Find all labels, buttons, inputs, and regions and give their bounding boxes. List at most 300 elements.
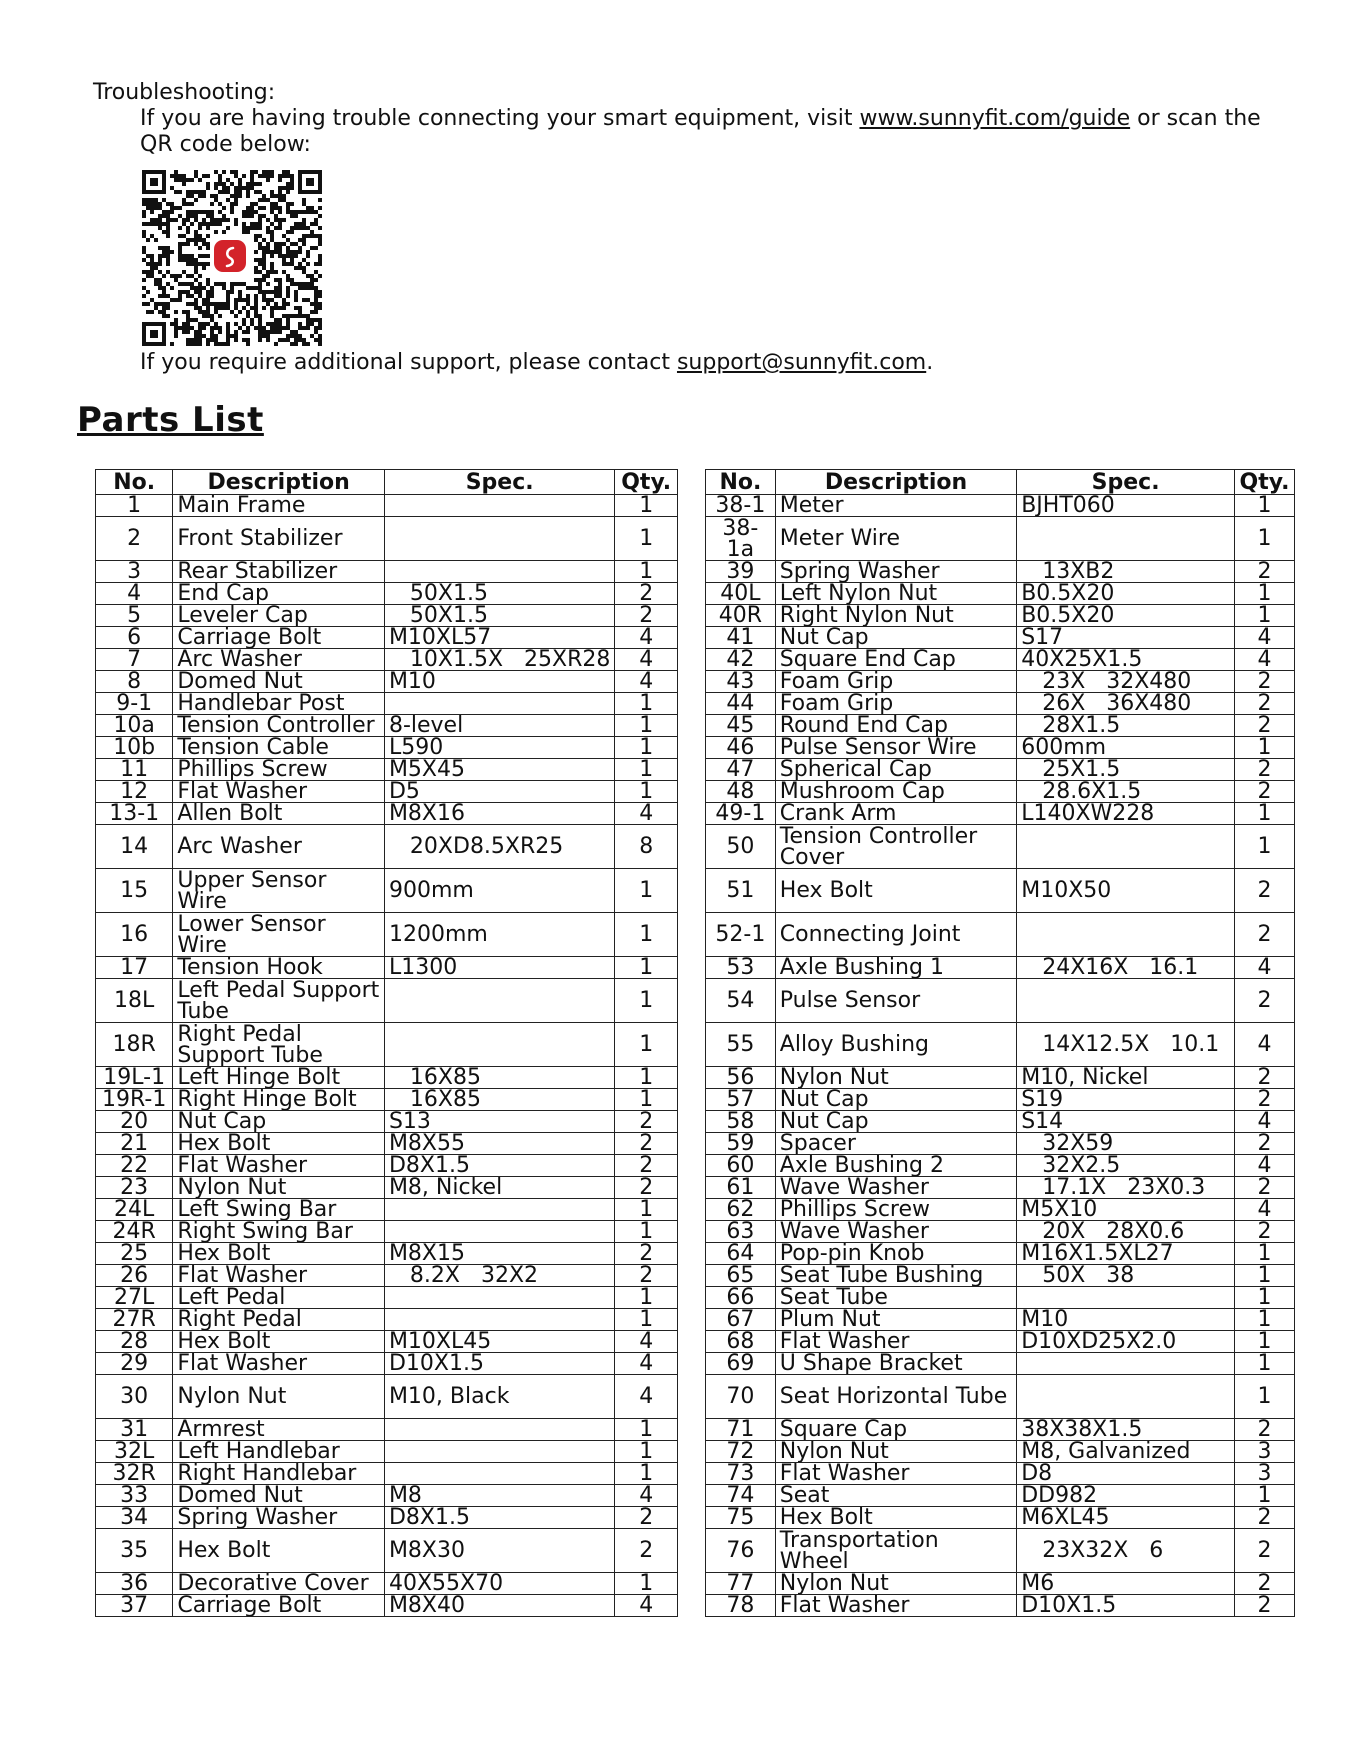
part-description: Upper Sensor Wire	[173, 869, 385, 913]
table-row	[706, 825, 1295, 869]
part-description: Hex Bolt	[775, 1507, 1016, 1529]
part-description: Left Pedal Support Tube	[173, 979, 385, 1023]
part-spec: M10XL45	[384, 1331, 614, 1353]
part-qty: 2	[615, 1243, 678, 1265]
part-qty: 1	[615, 1441, 678, 1463]
part-qty: 1	[615, 737, 678, 759]
table-row	[96, 1111, 678, 1133]
part-qty: 1	[1235, 825, 1295, 869]
troubleshooting-text	[140, 106, 1293, 158]
part-qty: 1	[615, 1573, 678, 1595]
part-number: 19R-1	[96, 1089, 173, 1111]
part-qty: 4	[1235, 1111, 1295, 1133]
part-description: Seat Tube Bushing	[775, 1265, 1016, 1287]
part-spec: 16X85	[384, 1067, 614, 1089]
part-number: 21	[96, 1133, 173, 1155]
part-number: 35	[96, 1529, 173, 1573]
table-row	[706, 979, 1295, 1023]
part-number: 12	[96, 781, 173, 803]
part-number: 50	[706, 825, 776, 869]
part-spec: D8X1.5	[384, 1155, 614, 1177]
part-spec: 50X1.5	[384, 583, 614, 605]
part-qty: 1	[1235, 495, 1295, 517]
table-row	[706, 1177, 1295, 1199]
part-spec	[384, 1199, 614, 1221]
part-number: 38-1	[706, 495, 776, 517]
part-description: U Shape Bracket	[775, 1353, 1016, 1375]
header-qty: Qty.	[1235, 470, 1295, 495]
part-description: Connecting Joint	[775, 913, 1016, 957]
part-number: 52-1	[706, 913, 776, 957]
table-row	[706, 1023, 1295, 1067]
part-qty: 1	[615, 957, 678, 979]
part-qty: 2	[615, 1111, 678, 1133]
table-row	[96, 495, 678, 517]
part-description: Nylon Nut	[173, 1375, 385, 1419]
part-number: 6	[96, 627, 173, 649]
table-row	[706, 1199, 1295, 1221]
part-number: 60	[706, 1155, 776, 1177]
part-description: Alloy Bushing	[775, 1023, 1016, 1067]
part-qty: 2	[615, 1529, 678, 1573]
part-qty: 1	[615, 561, 678, 583]
part-number: 68	[706, 1331, 776, 1353]
part-number: 40L	[706, 583, 776, 605]
part-description: Seat Horizontal Tube	[775, 1375, 1016, 1419]
part-qty: 2	[1235, 1507, 1295, 1529]
part-description: Lower Sensor Wire	[173, 913, 385, 957]
part-number: 76	[706, 1529, 776, 1573]
table-row	[96, 1089, 678, 1111]
part-qty: 4	[1235, 627, 1295, 649]
guide-link[interactable]: www.sunnyfit.com/guide	[859, 106, 1131, 131]
part-description: Square End Cap	[775, 649, 1016, 671]
part-spec: D8X1.5	[384, 1507, 614, 1529]
part-number: 75	[706, 1507, 776, 1529]
part-spec: S17	[1017, 627, 1235, 649]
part-number: 8	[96, 671, 173, 693]
table-row	[96, 1199, 678, 1221]
part-spec	[384, 1023, 614, 1067]
part-number: 63	[706, 1221, 776, 1243]
part-spec	[1017, 517, 1235, 561]
part-number: 71	[706, 1419, 776, 1441]
part-description: Nut Cap	[775, 627, 1016, 649]
part-number: 13-1	[96, 803, 173, 825]
part-spec: M5X10	[1017, 1199, 1235, 1221]
part-spec: M8X30	[384, 1529, 614, 1573]
table-row	[706, 869, 1295, 913]
part-number: 23	[96, 1177, 173, 1199]
part-number: 25	[96, 1243, 173, 1265]
table-row	[706, 627, 1295, 649]
part-number: 37	[96, 1595, 173, 1617]
part-spec	[384, 979, 614, 1023]
part-spec: 8.2X 32X2	[384, 1265, 614, 1287]
table-row	[96, 1463, 678, 1485]
part-qty: 2	[1235, 759, 1295, 781]
part-description: Seat	[775, 1485, 1016, 1507]
part-spec: M10	[384, 671, 614, 693]
part-qty: 8	[615, 825, 678, 869]
part-number: 22	[96, 1155, 173, 1177]
table-row	[706, 781, 1295, 803]
header-description: Description	[173, 470, 385, 495]
part-spec	[1017, 825, 1235, 869]
part-description: Left Swing Bar	[173, 1199, 385, 1221]
part-spec: D10XD25X2.0	[1017, 1331, 1235, 1353]
part-description: Phillips Screw	[775, 1199, 1016, 1221]
part-description: Tension Cable	[173, 737, 385, 759]
part-qty: 2	[1235, 671, 1295, 693]
part-qty: 1	[615, 1199, 678, 1221]
troubleshooting-section	[93, 80, 1293, 158]
part-spec: DD982	[1017, 1485, 1235, 1507]
part-number: 28	[96, 1331, 173, 1353]
part-number: 32L	[96, 1441, 173, 1463]
table-row	[96, 1529, 678, 1573]
part-description: Decorative Cover	[173, 1573, 385, 1595]
part-number: 47	[706, 759, 776, 781]
part-qty: 2	[615, 1265, 678, 1287]
part-qty: 2	[1235, 561, 1295, 583]
part-qty: 2	[1235, 1529, 1295, 1573]
table-row	[96, 957, 678, 979]
part-description: Meter Wire	[775, 517, 1016, 561]
part-qty: 4	[1235, 1199, 1295, 1221]
part-number: 46	[706, 737, 776, 759]
part-qty: 2	[1235, 913, 1295, 957]
part-description: Armrest	[173, 1419, 385, 1441]
table-row	[706, 1309, 1295, 1331]
part-qty: 3	[1235, 1441, 1295, 1463]
part-qty: 1	[1235, 583, 1295, 605]
part-description: Right Nylon Nut	[775, 605, 1016, 627]
part-number: 4	[96, 583, 173, 605]
part-number: 27R	[96, 1309, 173, 1331]
part-spec: M5X45	[384, 759, 614, 781]
table-row	[706, 1375, 1295, 1419]
part-qty: 2	[1235, 1177, 1295, 1199]
part-number: 43	[706, 671, 776, 693]
part-spec: BJHT060	[1017, 495, 1235, 517]
table-row	[706, 737, 1295, 759]
part-qty: 4	[1235, 957, 1295, 979]
part-spec	[384, 1463, 614, 1485]
header-spec: Spec.	[1017, 470, 1235, 495]
table-header-row	[96, 470, 678, 495]
part-spec: M8X55	[384, 1133, 614, 1155]
part-number: 14	[96, 825, 173, 869]
part-number: 48	[706, 781, 776, 803]
table-row	[96, 759, 678, 781]
part-spec	[1017, 913, 1235, 957]
part-description: Allen Bolt	[173, 803, 385, 825]
part-description: Arc Washer	[173, 825, 385, 869]
part-number: 34	[96, 1507, 173, 1529]
part-number: 56	[706, 1067, 776, 1089]
table-row	[96, 1485, 678, 1507]
table-row	[96, 583, 678, 605]
part-description: Hex Bolt	[173, 1133, 385, 1155]
part-spec: M10, Nickel	[1017, 1067, 1235, 1089]
part-number: 49-1	[706, 803, 776, 825]
part-number: 20	[96, 1111, 173, 1133]
part-spec: 10X1.5X 25XR28	[384, 649, 614, 671]
table-row	[96, 1133, 678, 1155]
part-spec: 16X85	[384, 1089, 614, 1111]
table-row	[96, 1353, 678, 1375]
part-number: 31	[96, 1419, 173, 1441]
part-qty: 3	[1235, 1463, 1295, 1485]
part-qty: 2	[1235, 1089, 1295, 1111]
part-spec: M6XL45	[1017, 1507, 1235, 1529]
part-qty: 1	[1235, 803, 1295, 825]
part-spec: M8X16	[384, 803, 614, 825]
part-qty: 4	[615, 627, 678, 649]
part-description: Pop-pin Knob	[775, 1243, 1016, 1265]
troubleshooting-text-after: or scan the QR code below:	[140, 106, 1261, 157]
part-spec: 1200mm	[384, 913, 614, 957]
table-row	[706, 803, 1295, 825]
table-row	[96, 517, 678, 561]
part-spec	[384, 561, 614, 583]
part-description: Flat Washer	[173, 1353, 385, 1375]
part-description: Nylon Nut	[173, 1177, 385, 1199]
part-description: Spring Washer	[775, 561, 1016, 583]
part-description: Wave Washer	[775, 1177, 1016, 1199]
part-description: Flat Washer	[775, 1463, 1016, 1485]
part-number: 30	[96, 1375, 173, 1419]
part-number: 24L	[96, 1199, 173, 1221]
part-number: 16	[96, 913, 173, 957]
part-spec: 50X 38	[1017, 1265, 1235, 1287]
part-description: Front Stabilizer	[173, 517, 385, 561]
part-description: Nylon Nut	[775, 1067, 1016, 1089]
part-number: 5	[96, 605, 173, 627]
part-number: 77	[706, 1573, 776, 1595]
table-row	[706, 649, 1295, 671]
part-qty: 2	[615, 1155, 678, 1177]
part-description: Hex Bolt	[173, 1529, 385, 1573]
part-spec	[1017, 979, 1235, 1023]
table-row	[706, 1089, 1295, 1111]
table-row	[706, 715, 1295, 737]
part-description: Square Cap	[775, 1419, 1016, 1441]
part-number: 2	[96, 517, 173, 561]
table-row	[706, 1529, 1295, 1573]
part-qty: 1	[615, 869, 678, 913]
part-qty: 4	[615, 1331, 678, 1353]
part-description: Tension Hook	[173, 957, 385, 979]
table-row	[96, 1287, 678, 1309]
part-description: Pulse Sensor	[775, 979, 1016, 1023]
part-spec: M8	[384, 1485, 614, 1507]
table-row	[706, 1287, 1295, 1309]
part-spec: M8, Galvanized	[1017, 1441, 1235, 1463]
header-no: No.	[96, 470, 173, 495]
part-qty: 4	[615, 671, 678, 693]
table-row	[706, 1331, 1295, 1353]
part-spec	[384, 517, 614, 561]
part-number: 29	[96, 1353, 173, 1375]
table-row	[96, 649, 678, 671]
header-no: No.	[706, 470, 776, 495]
part-qty: 1	[1235, 1243, 1295, 1265]
table-row	[706, 1441, 1295, 1463]
part-spec	[384, 1419, 614, 1441]
part-number: 70	[706, 1375, 776, 1419]
part-spec: 17.1X 23X0.3	[1017, 1177, 1235, 1199]
table-row	[96, 715, 678, 737]
part-qty: 1	[1235, 1353, 1295, 1375]
part-description: Hex Bolt	[775, 869, 1016, 913]
part-qty: 2	[1235, 1221, 1295, 1243]
part-description: Tension Controller	[173, 715, 385, 737]
part-spec: M10, Black	[384, 1375, 614, 1419]
part-number: 61	[706, 1177, 776, 1199]
table-row	[96, 671, 678, 693]
part-spec: M10X50	[1017, 869, 1235, 913]
parts-table-right	[705, 469, 1295, 1617]
part-qty: 4	[1235, 649, 1295, 671]
part-spec	[1017, 1375, 1235, 1419]
parts-table-left	[95, 469, 678, 1617]
part-number: 1	[96, 495, 173, 517]
header-qty: Qty.	[615, 470, 678, 495]
table-row	[96, 869, 678, 913]
part-description: Nut Cap	[775, 1089, 1016, 1111]
part-qty: 1	[615, 1067, 678, 1089]
part-spec: 40X55X70	[384, 1573, 614, 1595]
part-number: 53	[706, 957, 776, 979]
part-spec: 28.6X1.5	[1017, 781, 1235, 803]
part-qty: 1	[615, 1287, 678, 1309]
part-spec: M8X15	[384, 1243, 614, 1265]
part-spec	[384, 1287, 614, 1309]
part-qty: 2	[1235, 1595, 1295, 1617]
table-row	[706, 1155, 1295, 1177]
part-spec	[384, 1441, 614, 1463]
part-number: 10b	[96, 737, 173, 759]
part-qty: 1	[615, 715, 678, 737]
part-qty: 1	[615, 693, 678, 715]
part-number: 78	[706, 1595, 776, 1617]
part-number: 10a	[96, 715, 173, 737]
part-description: Foam Grip	[775, 693, 1016, 715]
table-row	[706, 605, 1295, 627]
table-row	[96, 1023, 678, 1067]
part-spec: D8	[1017, 1463, 1235, 1485]
part-number: 74	[706, 1485, 776, 1507]
part-description: Hex Bolt	[173, 1331, 385, 1353]
part-spec: 600mm	[1017, 737, 1235, 759]
part-number: 32R	[96, 1463, 173, 1485]
part-description: Handlebar Post	[173, 693, 385, 715]
qr-logo-icon	[214, 240, 246, 272]
table-row	[706, 1485, 1295, 1507]
part-spec: S19	[1017, 1089, 1235, 1111]
part-qty: 1	[1235, 1375, 1295, 1419]
table-row	[706, 1595, 1295, 1617]
part-number: 40R	[706, 605, 776, 627]
part-spec: 8-level	[384, 715, 614, 737]
part-qty: 1	[615, 495, 678, 517]
part-description: Carriage Bolt	[173, 1595, 385, 1617]
part-qty: 4	[615, 1595, 678, 1617]
part-spec: 24X16X 16.1	[1017, 957, 1235, 979]
part-qty: 4	[1235, 1023, 1295, 1067]
table-row	[96, 561, 678, 583]
table-row	[706, 583, 1295, 605]
support-email-link[interactable]: support@sunnyfit.com	[676, 350, 927, 375]
table-row	[96, 803, 678, 825]
part-spec: 38X38X1.5	[1017, 1419, 1235, 1441]
part-number: 26	[96, 1265, 173, 1287]
part-qty: 2	[1235, 979, 1295, 1023]
part-description: Domed Nut	[173, 671, 385, 693]
part-number: 45	[706, 715, 776, 737]
part-number: 51	[706, 869, 776, 913]
part-qty: 1	[1235, 1309, 1295, 1331]
table-row	[706, 1265, 1295, 1287]
part-qty: 1	[1235, 1331, 1295, 1353]
part-qty: 4	[615, 1353, 678, 1375]
part-qty: 1	[615, 913, 678, 957]
table-row	[706, 1353, 1295, 1375]
part-spec: 14X12.5X 10.1	[1017, 1023, 1235, 1067]
part-qty: 1	[615, 1419, 678, 1441]
part-qty: 2	[615, 583, 678, 605]
part-number: 73	[706, 1463, 776, 1485]
part-description: Round End Cap	[775, 715, 1016, 737]
part-spec: D10X1.5	[384, 1353, 614, 1375]
part-spec	[384, 693, 614, 715]
part-spec: M10	[1017, 1309, 1235, 1331]
table-row	[96, 1155, 678, 1177]
table-row	[96, 1331, 678, 1353]
part-spec: 32X2.5	[1017, 1155, 1235, 1177]
part-number: 19L-1	[96, 1067, 173, 1089]
table-row	[96, 825, 678, 869]
part-description: Plum Nut	[775, 1309, 1016, 1331]
troubleshooting-title: Troubleshooting:	[93, 80, 276, 105]
part-description: Spherical Cap	[775, 759, 1016, 781]
part-number: 27L	[96, 1287, 173, 1309]
part-qty: 1	[1235, 1287, 1295, 1309]
part-description: Axle Bushing 2	[775, 1155, 1016, 1177]
part-description: Right Pedal Support Tube	[173, 1023, 385, 1067]
part-spec: 26X 36X480	[1017, 693, 1235, 715]
part-number: 65	[706, 1265, 776, 1287]
part-qty: 2	[615, 1133, 678, 1155]
part-description: Carriage Bolt	[173, 627, 385, 649]
part-qty: 4	[615, 1375, 678, 1419]
table-row	[96, 1573, 678, 1595]
part-description: Seat Tube	[775, 1287, 1016, 1309]
part-description: Wave Washer	[775, 1221, 1016, 1243]
table-row	[96, 1243, 678, 1265]
part-number: 67	[706, 1309, 776, 1331]
part-number: 72	[706, 1441, 776, 1463]
part-spec: D10X1.5	[1017, 1595, 1235, 1617]
support-text-end: .	[926, 350, 934, 375]
table-row	[96, 1177, 678, 1199]
table-row	[706, 913, 1295, 957]
table-row	[96, 781, 678, 803]
part-description: Tension Controller Cover	[775, 825, 1016, 869]
part-description: Left Hinge Bolt	[173, 1067, 385, 1089]
